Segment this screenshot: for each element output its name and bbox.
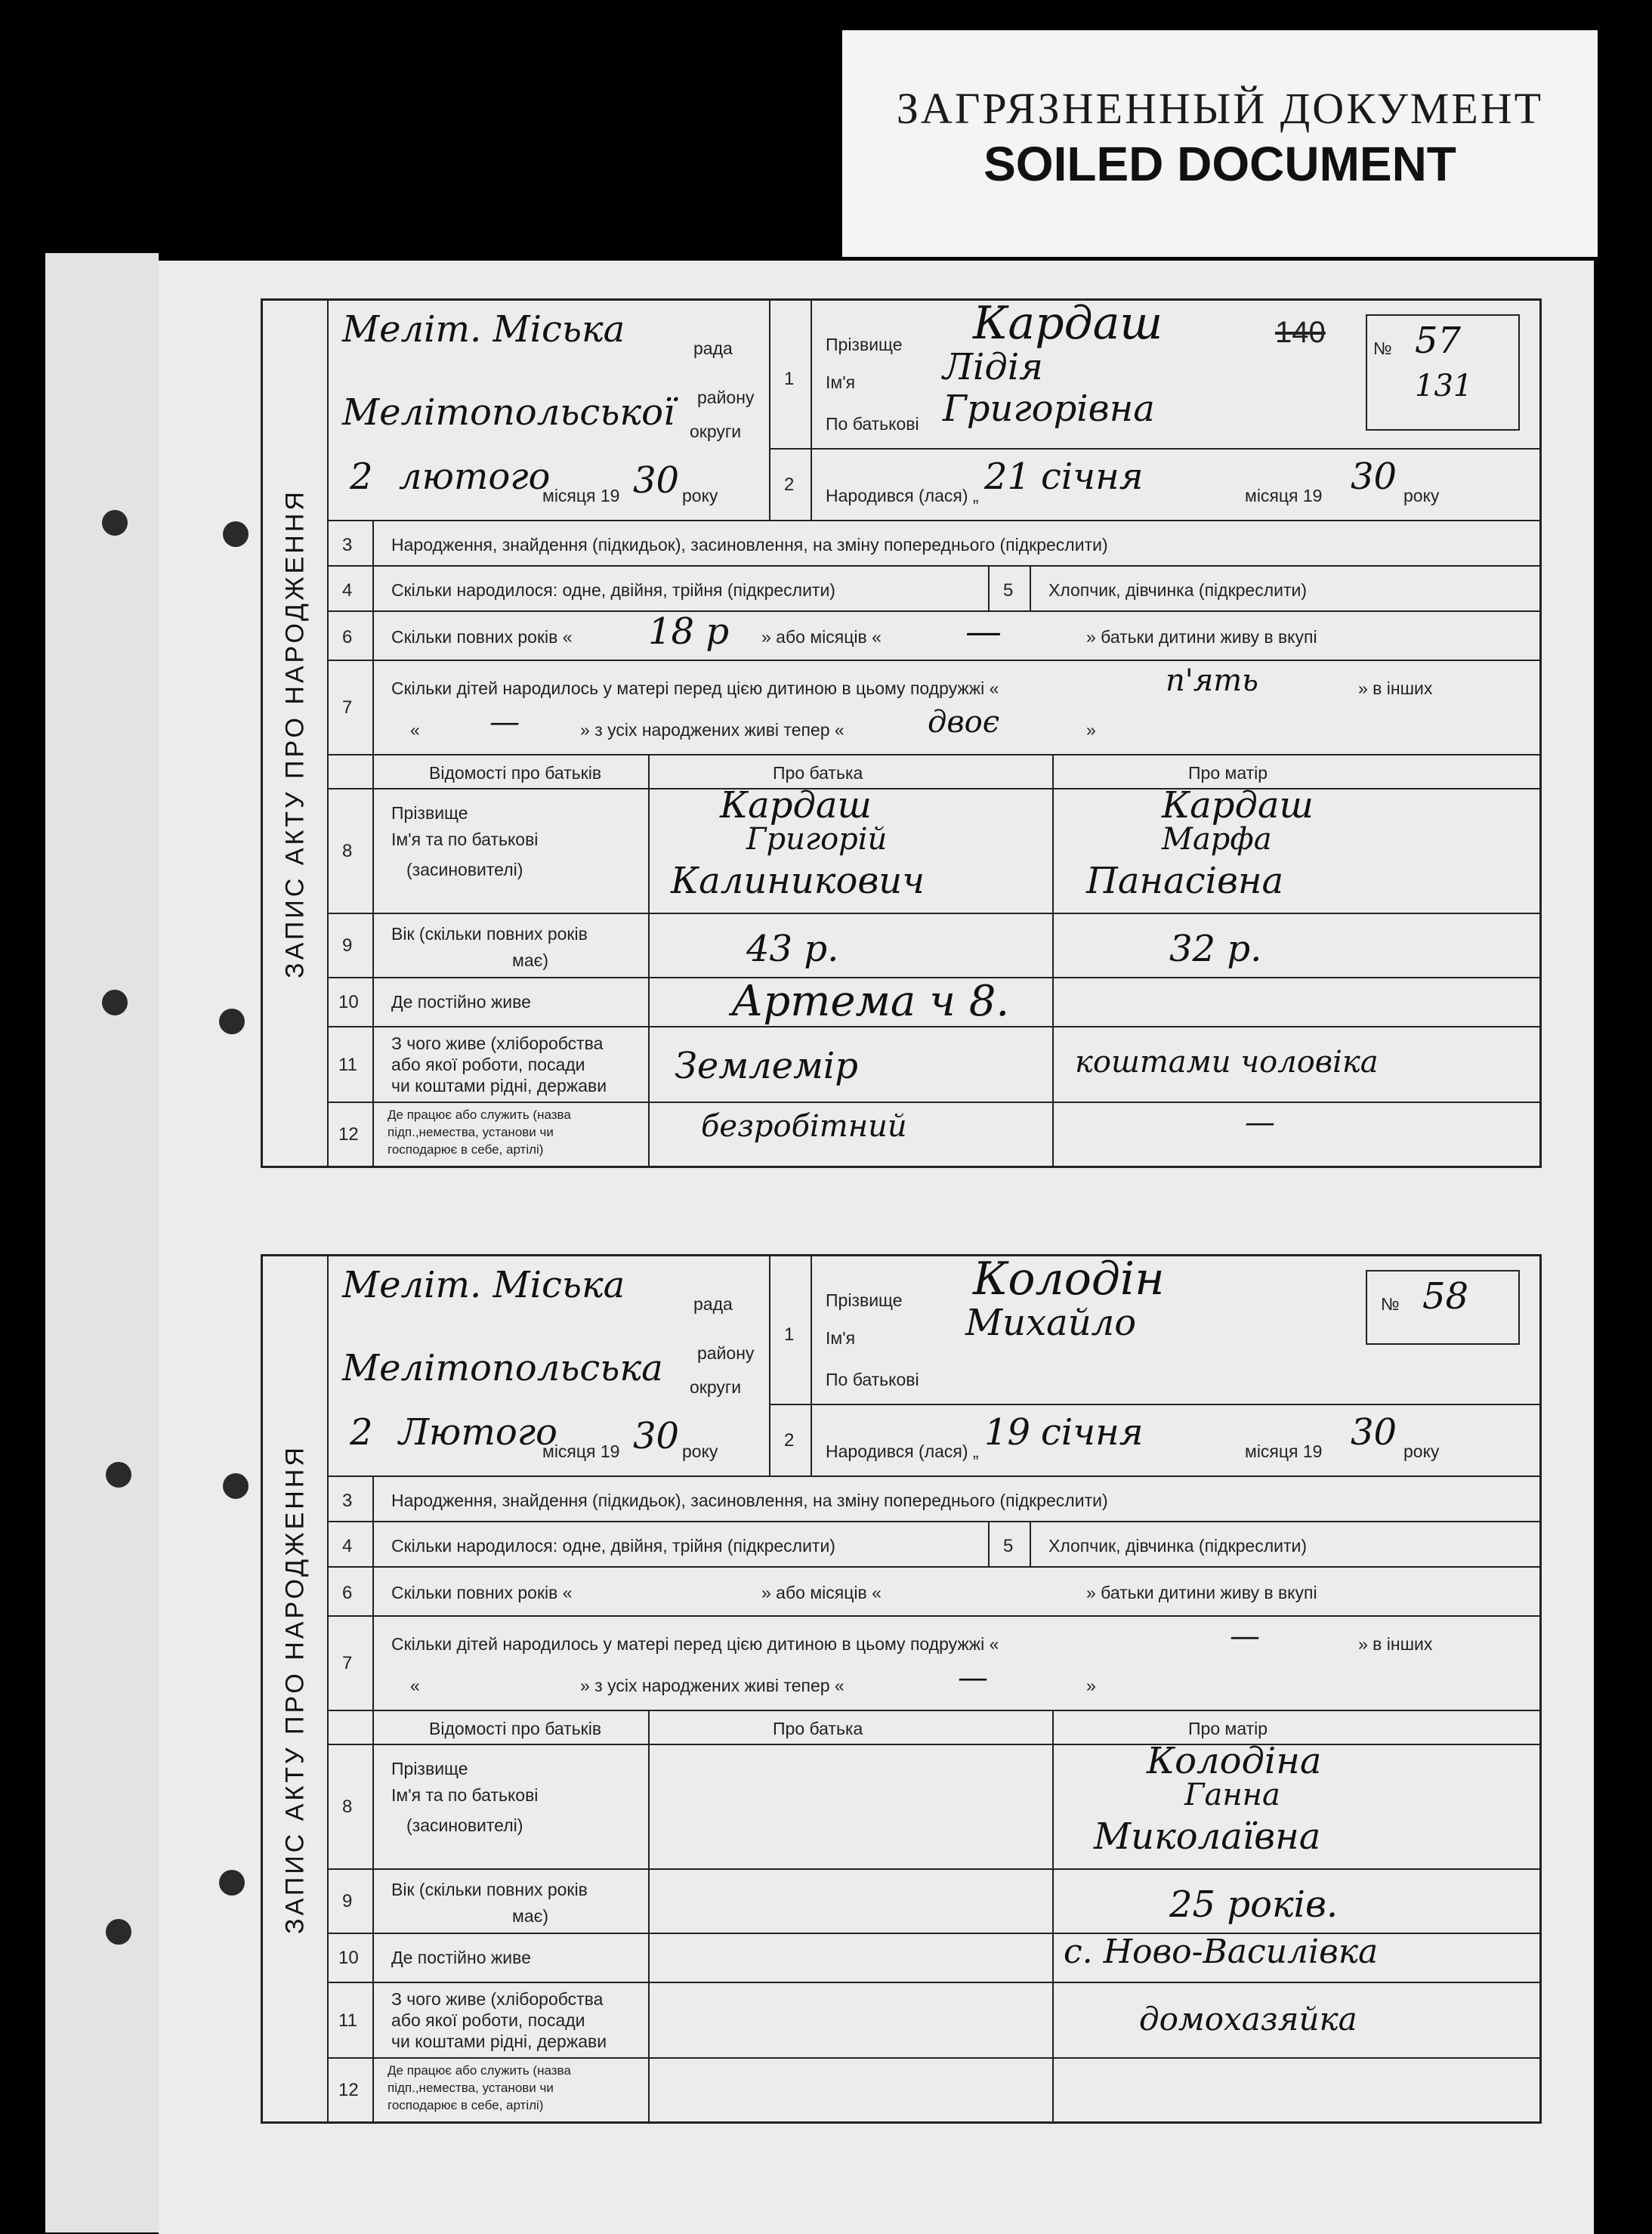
form-label: 6: [342, 1583, 353, 1603]
form-label: Про батька: [773, 763, 863, 783]
children-other: —: [489, 705, 520, 740]
form-label: Де працює або служить (назва: [388, 1108, 571, 1122]
form-label: №: [1381, 1294, 1400, 1314]
reg-day: 2: [350, 1411, 373, 1454]
form-label: Ім'я: [826, 1328, 856, 1348]
record-number: 58: [1422, 1275, 1469, 1318]
father-surname: Кардаш: [720, 784, 872, 827]
punch-hole: [106, 1462, 131, 1488]
mother-surname: Кардаш: [1162, 784, 1314, 827]
form-rule-line: [327, 1982, 1539, 1983]
form-label: або якої роботи, посади: [391, 1055, 585, 1074]
form-label: року: [1403, 1441, 1440, 1461]
child-name: Михайло: [965, 1302, 1137, 1344]
form-rule-line: [327, 1475, 1539, 1477]
reg-year: 30: [633, 1415, 680, 1457]
form-label: чи коштами рідні, держави: [391, 2032, 607, 2051]
form-label: Народився (лася) „: [826, 486, 979, 505]
children-before: —: [1230, 1619, 1260, 1654]
form-rule-line: [769, 301, 770, 520]
children-before: п'ять: [1166, 663, 1258, 698]
side-title: [263, 301, 329, 1166]
form-label: Скільки народилося: одне, двійня, трійня (підкреслити): [391, 1536, 835, 1556]
form-rule-line: [769, 1404, 1539, 1405]
form-label: З чого живе (хліборобства: [391, 1034, 604, 1053]
children-alive: двоє: [928, 705, 1000, 740]
form-label: підп.,немества, установи чи: [388, 1125, 554, 1139]
birth-record-57: [261, 298, 1542, 1168]
form-label: року: [682, 486, 718, 505]
form-label: Хлопчик, дівчинка (підкреслити): [1048, 580, 1308, 600]
punch-hole: [223, 1473, 249, 1499]
record-number-old: 140: [1275, 316, 1326, 349]
child-name: Лідія: [943, 346, 1043, 388]
form-label: місяця 19: [542, 486, 620, 505]
soiled-document-stamp: [842, 30, 1598, 257]
form-label: місяця 19: [542, 1441, 620, 1461]
form-label: Народження, знайдення (підкидьок), засиновлення, на зміну попереднього (підкреслити): [391, 1491, 1108, 1510]
months-together: —: [965, 610, 1002, 653]
form-label: » або місяців «: [761, 1583, 882, 1602]
form-rule-line: [327, 2057, 1539, 2059]
form-label: «: [410, 720, 420, 740]
form-rule-line: [327, 1868, 1539, 1870]
punch-hole: [106, 1919, 131, 1945]
form-rule-line: [1052, 1710, 1054, 2121]
form-label: 7: [342, 1653, 353, 1673]
form-label: Про матір: [1188, 763, 1268, 783]
form-label: чи коштами рідні, держави: [391, 1076, 607, 1095]
form-label: району: [697, 388, 755, 407]
form-label: місяця 19: [1245, 1441, 1323, 1461]
form-label: (засиновителі): [406, 860, 523, 879]
reg-year: 30: [633, 459, 680, 502]
form-label: Скільки дітей народилось у матері перед цією дитиною в цьому подружжі «: [391, 678, 999, 698]
years-together: 18 р: [648, 610, 730, 653]
form-label: «: [410, 1676, 420, 1695]
form-label: року: [682, 1441, 718, 1461]
form-label: Про батька: [773, 1719, 863, 1738]
reg-month: Лютого: [399, 1411, 557, 1454]
form-rule-line: [1030, 1521, 1031, 1566]
residence: с. Ново-Василівка: [1064, 1933, 1379, 1971]
form-rule-line: [648, 1710, 650, 2121]
form-rule-line: [769, 448, 1539, 450]
form-label: 3: [342, 535, 353, 555]
okrug-value: Мелітопольської: [342, 391, 675, 434]
mother-patronymic: Панасівна: [1086, 860, 1284, 902]
form-rule-line: [648, 754, 650, 1166]
form-label: Скільки дітей народилось у матері перед цією дитиною в цьому подружжі «: [391, 1634, 999, 1654]
form-rule-line: [811, 1256, 812, 1475]
father-work: безробітний: [701, 1109, 907, 1144]
form-label: №: [1373, 338, 1392, 358]
okrug-value: Мелітопольська: [342, 1347, 663, 1389]
form-label: Ім'я та по батькові: [391, 830, 539, 849]
form-label: 9: [342, 1891, 353, 1911]
form-rule-line: [988, 1521, 990, 1566]
form-label: має): [512, 950, 548, 970]
punch-hole: [102, 990, 128, 1015]
form-label: має): [512, 1906, 548, 1926]
form-label: 2: [784, 1430, 795, 1451]
mother-name: Марфа: [1162, 822, 1272, 857]
form-label: 4: [342, 580, 353, 601]
form-label: » в інших: [1358, 1634, 1433, 1654]
mother-occupation: домохазяйка: [1139, 2001, 1357, 2038]
form-rule-line: [1052, 754, 1054, 1166]
form-label: Прізвище: [391, 803, 468, 823]
mother-work: —: [1245, 1105, 1275, 1140]
form-rule-line: [327, 1615, 1539, 1617]
form-rule-line: [811, 301, 812, 520]
form-label: або якої роботи, посади: [391, 2010, 585, 2030]
form-label: 6: [342, 627, 353, 647]
form-label: Де постійно живе: [391, 992, 531, 1012]
form-label: року: [1403, 486, 1440, 505]
form-rule-line: [327, 610, 1539, 612]
punch-hole: [219, 1870, 245, 1896]
form-rule-line: [327, 660, 1539, 661]
reg-month: лютого: [399, 456, 551, 498]
form-label: »: [1086, 720, 1096, 740]
form-rule-line: [327, 565, 1539, 567]
form-rule-line: [769, 1256, 770, 1475]
form-label: З чого живе (хліборобства: [391, 1989, 604, 2009]
form-rule-line: [327, 1744, 1539, 1745]
form-label: 8: [342, 841, 353, 861]
birth-day: 19: [984, 1411, 1031, 1454]
mother-name: Ганна: [1184, 1778, 1280, 1812]
form-rule-line: [372, 1475, 374, 2121]
form-rule-line: [327, 913, 1539, 914]
father-name: Григорій: [746, 822, 888, 857]
binding-strip: [45, 253, 159, 2232]
form-label: » або місяців «: [761, 627, 882, 647]
form-label: 10: [338, 1948, 359, 1968]
form-rule-line: [327, 754, 1539, 755]
form-rule-line: [327, 520, 1539, 521]
form-label: 2: [784, 474, 795, 495]
form-label: місяця 19: [1245, 486, 1323, 505]
form-label: Відомості про батьків: [429, 1719, 602, 1738]
birth-month: січня: [1041, 1411, 1144, 1454]
father-occupation: Землемір: [675, 1045, 858, 1087]
mother-occupation: коштами чоловіка: [1075, 1045, 1379, 1080]
child-surname: Колодін: [973, 1253, 1165, 1305]
form-label: району: [697, 1343, 755, 1363]
birth-day: 21: [984, 456, 1031, 498]
form-label: Народився (лася) „: [826, 1441, 979, 1461]
form-label: (засиновителі): [406, 1815, 523, 1835]
form-label: 4: [342, 1536, 353, 1556]
form-rule-line: [327, 1566, 1539, 1568]
form-rule-line: [372, 520, 374, 1166]
form-label: 7: [342, 697, 353, 718]
birth-year: 30: [1351, 1411, 1397, 1454]
rada-value: Меліт. Міська: [342, 1264, 625, 1306]
form-label: Де постійно живе: [391, 1948, 531, 1967]
record-number: 57: [1415, 320, 1462, 362]
form-label: 12: [338, 1124, 359, 1145]
father-patronymic: Калиникович: [671, 860, 925, 902]
form-label: 5: [1003, 1536, 1014, 1556]
form-label: господарює в себе, артілі): [388, 1142, 544, 1157]
birth-month: січня: [1041, 456, 1144, 498]
form-label: Скільки повних років «: [391, 1583, 573, 1602]
form-label: 8: [342, 1797, 353, 1817]
form-label: рада: [693, 338, 733, 358]
form-label: Прізвище: [826, 1290, 903, 1310]
form-label: господарює в себе, артілі): [388, 2098, 544, 2112]
form-rule-line: [988, 565, 990, 610]
form-label: По батькові: [826, 414, 919, 434]
form-rule-line: [1030, 565, 1031, 610]
form-label: Скільки народилося: одне, двійня, трійня (підкреслити): [391, 580, 835, 600]
form-label: 1: [784, 1324, 795, 1345]
punch-hole: [223, 521, 249, 547]
form-label: » батьки дитини живу в вкупі: [1086, 1583, 1317, 1602]
form-label: 1: [784, 369, 795, 389]
mother-surname: Колодіна: [1147, 1740, 1322, 1782]
form-label: Вік (скільки повних років: [391, 1880, 588, 1899]
form-label: 11: [338, 2010, 357, 2031]
form-label: Про матір: [1188, 1719, 1268, 1738]
form-label: округи: [690, 1377, 742, 1397]
form-label: ЗАПИС АКТУ ПРО НАРОДЖЕННЯ: [280, 1444, 309, 1934]
birth-record-58: [261, 1254, 1542, 2124]
mother-age: 25 років.: [1169, 1883, 1339, 1926]
rada-value: Меліт. Міська: [342, 308, 625, 351]
mother-patronymic: Миколаївна: [1094, 1815, 1321, 1858]
form-label: округи: [690, 422, 742, 441]
punch-hole: [102, 510, 128, 536]
form-label: Ім'я: [826, 372, 856, 392]
form-label: 9: [342, 935, 353, 956]
record-number-extra: 131: [1415, 369, 1473, 403]
form-rule-line: [327, 1710, 1539, 1711]
form-label: Скільки повних років «: [391, 627, 573, 647]
stamp-russian-text: ЗАГРЯЗНЕННЫЙ ДОКУМЕНТ: [896, 84, 1544, 133]
mother-age: 32 р.: [1169, 928, 1262, 970]
child-surname: Кардаш: [973, 297, 1163, 350]
reg-day: 2: [350, 456, 373, 498]
form-label: По батькові: [826, 1370, 919, 1389]
form-label: Прізвище: [826, 335, 903, 354]
form-label: Прізвище: [391, 1759, 468, 1778]
form-label: Ім'я та по батькові: [391, 1785, 539, 1805]
form-label: Відомості про батьків: [429, 763, 602, 783]
form-label: » з усіх народжених живі тепер «: [580, 1676, 845, 1695]
form-label: » з усіх народжених живі тепер «: [580, 720, 845, 740]
children-alive: —: [958, 1661, 988, 1695]
child-patronymic: Григорівна: [943, 388, 1155, 430]
form-label: 3: [342, 1491, 353, 1511]
form-rule-line: [327, 1026, 1539, 1027]
form-label: » в інших: [1358, 678, 1433, 698]
form-label: Вік (скільки повних років: [391, 924, 588, 944]
birth-year: 30: [1351, 456, 1397, 498]
form-label: 5: [1003, 580, 1014, 601]
form-label: підп.,немества, установи чи: [388, 2081, 554, 2095]
form-label: 11: [338, 1055, 357, 1075]
form-label: 10: [338, 992, 359, 1012]
punch-hole: [219, 1009, 245, 1034]
form-rule-line: [327, 788, 1539, 789]
form-label: ЗАПИС АКТУ ПРО НАРОДЖЕННЯ: [280, 488, 309, 978]
form-label: Де працює або служить (назва: [388, 2063, 571, 2078]
father-age: 43 р.: [746, 928, 839, 970]
form-label: 12: [338, 2080, 359, 2100]
stamp-english-text: SOILED DOCUMENT: [983, 137, 1456, 191]
form-label: »: [1086, 1676, 1096, 1695]
form-label: » батьки дитини живу в вкупі: [1086, 627, 1317, 647]
form-label: Народження, знайдення (підкидьок), засиновлення, на зміну попереднього (підкреслити): [391, 535, 1108, 555]
form-label: рада: [693, 1294, 733, 1314]
form-rule-line: [327, 1102, 1539, 1103]
residence: Артема ч 8.: [731, 977, 1010, 1026]
form-rule-line: [327, 1521, 1539, 1522]
form-label: Хлопчик, дівчинка (підкреслити): [1048, 1536, 1308, 1556]
side-title: [263, 1256, 329, 2121]
